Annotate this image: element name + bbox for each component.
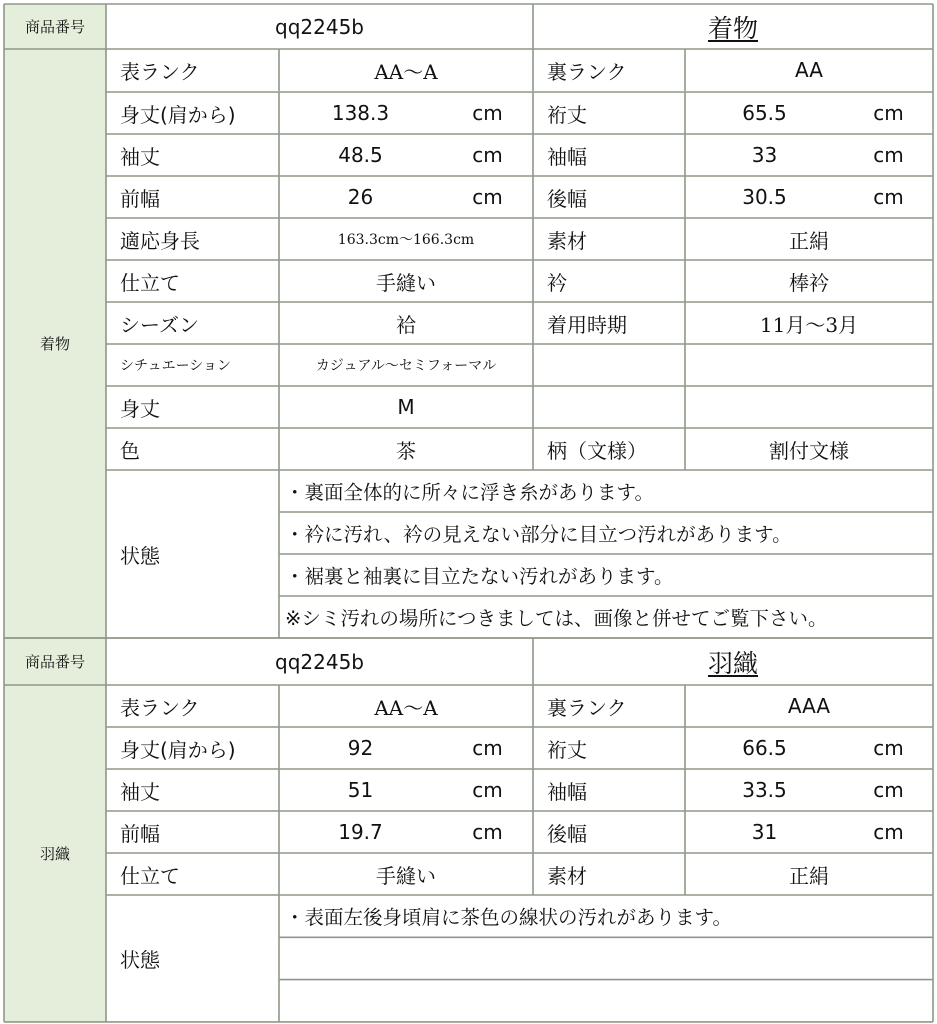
haori-value-2: [279, 769, 533, 811]
haori-value2-2-value: 33.5: [742, 778, 787, 802]
kimono-label2-2: 袖幅: [533, 134, 685, 176]
kimono-condition-label: 状態: [106, 470, 279, 638]
haori-item-type: 羽織: [533, 638, 933, 685]
kimono-label-1: 身丈(肩から): [106, 92, 279, 134]
kimono-value2-1-value: 65.5: [742, 101, 787, 125]
kimono-value2-9: 割付文様: [685, 428, 933, 470]
kimono-value2-4: 正絹: [685, 218, 933, 260]
kimono-value2-3-unit: cm: [873, 185, 904, 209]
haori-label2-3: 後幅: [533, 811, 685, 853]
kimono-condition-3: ※シミ汚れの場所につきましては、画像と併せてご覧下さい。: [279, 596, 933, 638]
kimono-label-0: 表ランク: [106, 49, 279, 91]
kimono-value2-2-unit: cm: [873, 143, 904, 167]
haori-label-3: 前幅: [106, 811, 279, 853]
haori-label-4: 仕立て: [106, 853, 279, 895]
kimono-condition-1: ・衿に汚れ、衿の見えない部分に目立つ汚れがあります。: [279, 512, 933, 554]
kimono-label2-1: 裄丈: [533, 92, 685, 134]
kimono-condition-0: ・裏面全体的に所々に浮き糸があります。: [279, 470, 933, 512]
haori-label-1: 身丈(肩から): [106, 727, 279, 769]
kimono-label2-7: [533, 344, 685, 386]
kimono-label2-9: 柄（文様）: [533, 428, 685, 470]
kimono-value-1-unit: cm: [472, 101, 503, 125]
kimono-value-1: [279, 92, 533, 134]
kimono-label2-5: 衿: [533, 260, 685, 302]
haori-value-1-value: 92: [347, 736, 374, 760]
kimono-value-5: 手縫い: [279, 260, 533, 302]
haori-condition-label: 状態: [106, 895, 279, 1022]
kimono-value2-3: [685, 176, 933, 218]
haori-condition-2: [279, 980, 933, 1022]
haori-label2-1: 裄丈: [533, 727, 685, 769]
haori-label2-2: 袖幅: [533, 769, 685, 811]
haori-value2-2-unit: cm: [873, 778, 904, 802]
kimono-value-7: カジュアル～セミフォーマル: [279, 344, 533, 386]
haori-label-2: 袖丈: [106, 769, 279, 811]
haori-value-0: AA～A: [279, 685, 533, 727]
haori-value-3: [279, 811, 533, 853]
kimono-value-4: 163.3cm～166.3cm: [279, 218, 533, 260]
haori-product-no: qq2245b: [106, 638, 533, 685]
kimono-condition-2: ・裾裏と袖裏に目立たない汚れがあります。: [279, 554, 933, 596]
haori-condition-1: [279, 937, 933, 979]
kimono-value-9: 茶: [279, 428, 533, 470]
kimono-value-1-value: 138.3: [331, 101, 390, 125]
haori-value-1-unit: cm: [472, 736, 503, 760]
haori-value2-0: AAA: [685, 685, 933, 727]
haori-value-3-unit: cm: [472, 820, 503, 844]
kimono-label2-8: [533, 386, 685, 428]
kimono-value-2-value: 48.5: [338, 143, 383, 167]
kimono-label-3: 前幅: [106, 176, 279, 218]
haori-value2-2: [685, 769, 933, 811]
haori-value2-3-unit: cm: [873, 820, 904, 844]
haori-value2-3-value: 31: [751, 820, 778, 844]
kimono-label2-3: 後幅: [533, 176, 685, 218]
kimono-product-no-label: 商品番号: [4, 4, 106, 49]
haori-label2-0: 裏ランク: [533, 685, 685, 727]
haori-value-2-value: 51: [347, 778, 374, 802]
kimono-value2-1: [685, 92, 933, 134]
kimono-value-2-unit: cm: [472, 143, 503, 167]
kimono-value2-0: AA: [685, 49, 933, 91]
haori-product-no-label: 商品番号: [4, 638, 106, 685]
kimono-label-6: シーズン: [106, 302, 279, 344]
haori-value-1: [279, 727, 533, 769]
kimono-value2-2-value: 33: [751, 143, 778, 167]
haori-value2-1-unit: cm: [873, 736, 904, 760]
haori-value-4: 手縫い: [279, 853, 533, 895]
haori-value2-4: 正絹: [685, 853, 933, 895]
kimono-value-8: M: [279, 386, 533, 428]
kimono-value2-8: [685, 386, 933, 428]
kimono-label2-6: 着用時期: [533, 302, 685, 344]
kimono-label-5: 仕立て: [106, 260, 279, 302]
haori-value2-1-value: 66.5: [742, 736, 787, 760]
kimono-label2-4: 素材: [533, 218, 685, 260]
kimono-label-8: 身丈: [106, 386, 279, 428]
haori-value2-1: [685, 727, 933, 769]
kimono-value-3: [279, 176, 533, 218]
kimono-value2-3-value: 30.5: [742, 185, 787, 209]
haori-value-2-unit: cm: [472, 778, 503, 802]
kimono-label-4: 適応身長: [106, 218, 279, 260]
kimono-value2-1-unit: cm: [873, 101, 904, 125]
kimono-label-2: 袖丈: [106, 134, 279, 176]
kimono-item-type: 着物: [533, 4, 933, 49]
kimono-section-label: 着物: [4, 49, 106, 638]
haori-value-3-value: 19.7: [338, 820, 383, 844]
kimono-value-6: 袷: [279, 302, 533, 344]
kimono-value2-2: [685, 134, 933, 176]
kimono-product-no: qq2245b: [106, 4, 533, 49]
kimono-value-2: [279, 134, 533, 176]
haori-label-0: 表ランク: [106, 685, 279, 727]
kimono-value-3-unit: cm: [472, 185, 503, 209]
kimono-value2-7: [685, 344, 933, 386]
kimono-label2-0: 裏ランク: [533, 49, 685, 91]
haori-condition-0: ・表面左後身頃肩に茶色の線状の汚れがあります。: [279, 895, 933, 937]
haori-section-label: 羽織: [4, 685, 106, 1022]
haori-label2-4: 素材: [533, 853, 685, 895]
haori-value2-3: [685, 811, 933, 853]
kimono-label-7: シチュエーション: [106, 344, 279, 386]
kimono-value2-5: 棒衿: [685, 260, 933, 302]
kimono-value-0: AA～A: [279, 49, 533, 91]
kimono-value-3-value: 26: [347, 185, 374, 209]
kimono-value2-6: 11月～3月: [685, 302, 933, 344]
kimono-label-9: 色: [106, 428, 279, 470]
